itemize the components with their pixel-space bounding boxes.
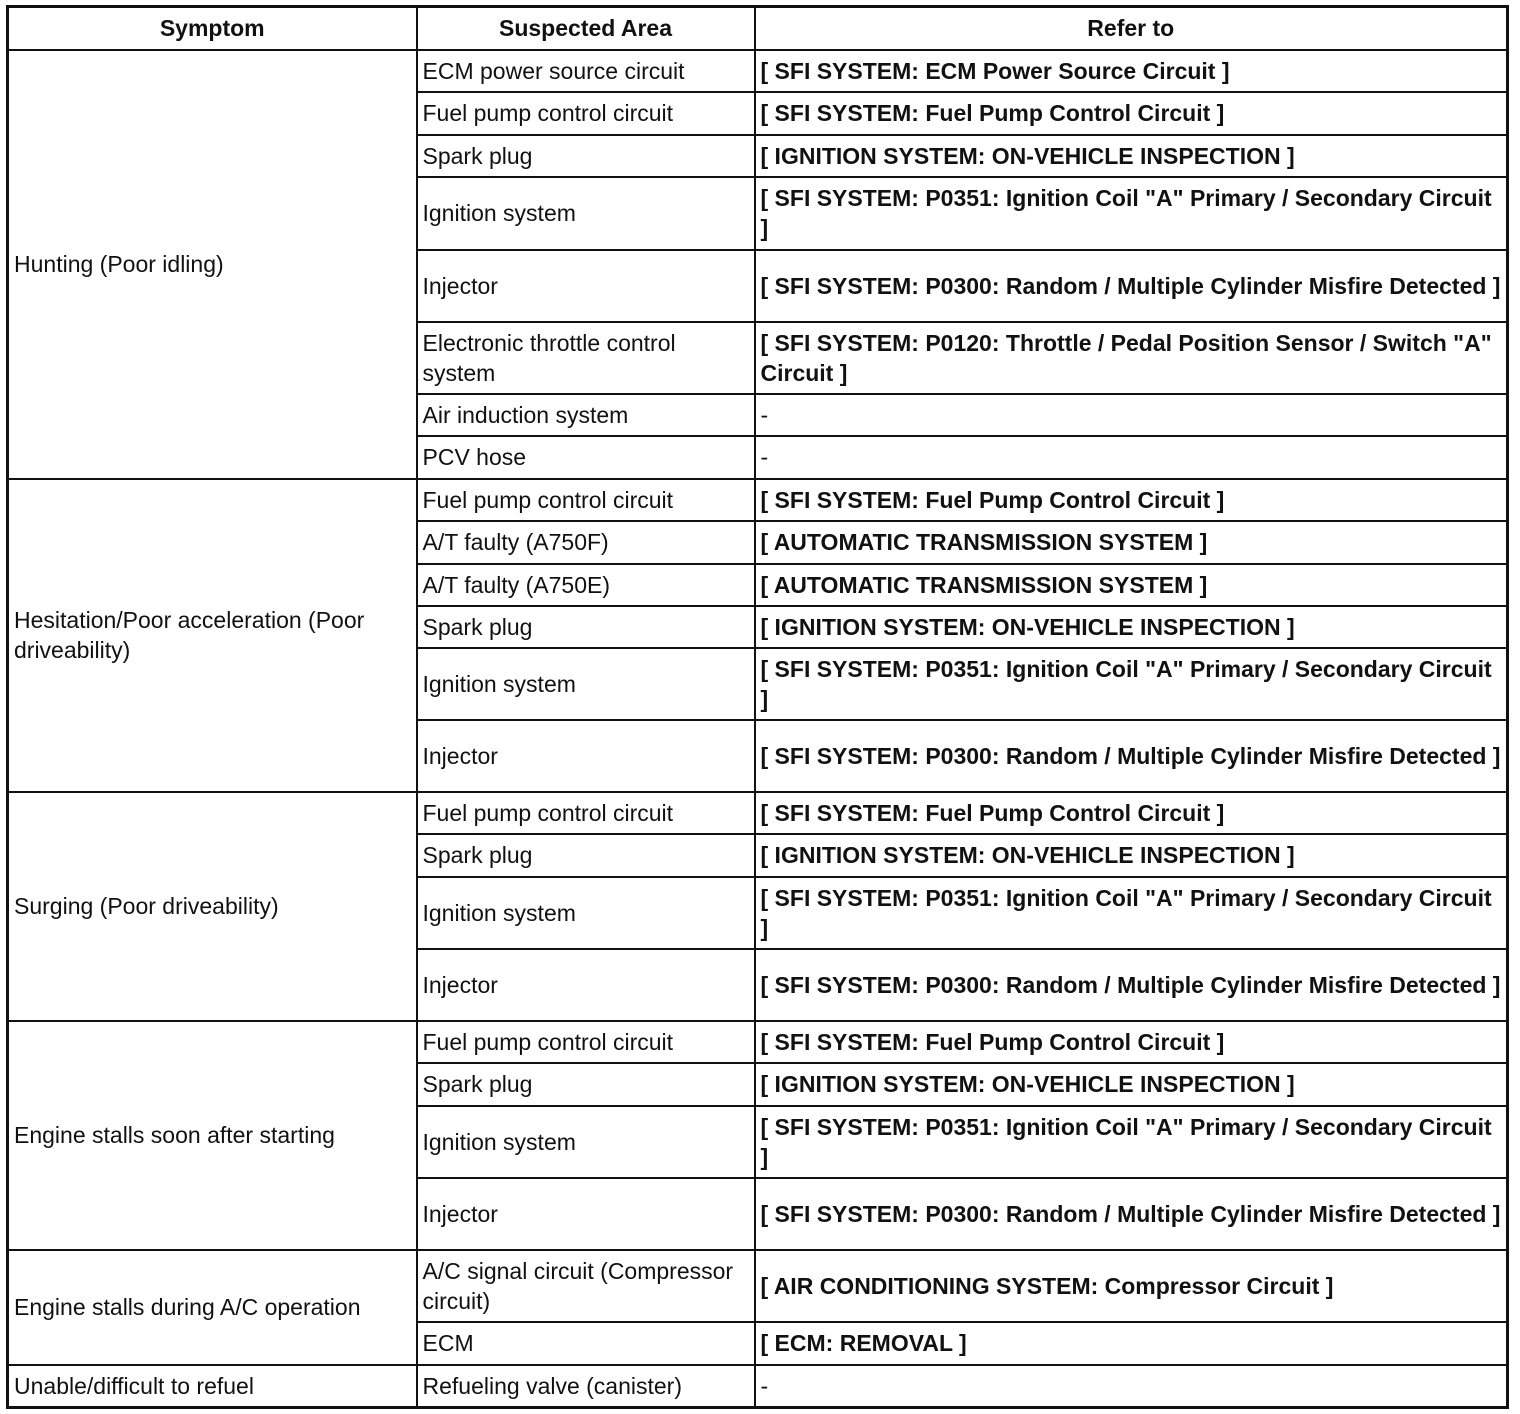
table-row <box>8 1250 1508 1322</box>
refer-to-cell: [ AIR CONDITIONING SYSTEM: Compressor Circuit ] <box>755 1250 1508 1322</box>
refer-to-cell: - <box>755 1365 1508 1408</box>
refer-to-cell: [ SFI SYSTEM: P0300: Random / Multiple Cylinder Misfire Detected ] <box>755 250 1508 322</box>
refer-to-cell: [ SFI SYSTEM: P0120: Throttle / Pedal Position Sensor / Switch "A" Circuit ] <box>755 322 1508 394</box>
suspected-area-cell: ECM power source circuit <box>417 50 755 92</box>
refer-to-cell: [ SFI SYSTEM: P0351: Ignition Coil "A" Primary / Secondary Circuit ] <box>755 177 1508 250</box>
suspected-area-cell: Ignition system <box>417 1106 755 1178</box>
refer-to-cell: [ ECM: REMOVAL ] <box>755 1322 1508 1365</box>
refer-to-cell: [ AUTOMATIC TRANSMISSION SYSTEM ] <box>755 564 1508 606</box>
refer-to-cell: - <box>755 394 1508 436</box>
suspected-area-cell: Injector <box>417 1178 755 1250</box>
suspected-area-cell: ECM <box>417 1322 755 1365</box>
table-row <box>8 792 1508 834</box>
refer-to-cell: [ SFI SYSTEM: P0300: Random / Multiple Cylinder Misfire Detected ] <box>755 1178 1508 1250</box>
suspected-area-cell: PCV hose <box>417 436 755 479</box>
suspected-area-cell: Fuel pump control circuit <box>417 792 755 834</box>
refer-to-cell: [ SFI SYSTEM: P0351: Ignition Coil "A" Primary / Secondary Circuit ] <box>755 648 1508 720</box>
suspected-area-cell: Injector <box>417 250 755 322</box>
refer-to-cell: [ SFI SYSTEM: Fuel Pump Control Circuit ] <box>755 92 1508 135</box>
table-row <box>8 50 1508 92</box>
suspected-area-cell: Injector <box>417 949 755 1021</box>
suspected-area-cell: Air induction system <box>417 394 755 436</box>
refer-to-cell: [ SFI SYSTEM: Fuel Pump Control Circuit ] <box>755 792 1508 834</box>
symptom-cell: Unable/difficult to refuel <box>8 1365 417 1408</box>
suspected-area-cell: Ignition system <box>417 877 755 949</box>
symptom-cell: Hesitation/Poor acceleration (Poor driveability) <box>8 479 417 792</box>
symptom-cell: Engine stalls soon after starting <box>8 1021 417 1250</box>
table-row <box>8 1365 1508 1408</box>
symptom-cell: Surging (Poor driveability) <box>8 792 417 1021</box>
suspected-area-cell: Fuel pump control circuit <box>417 92 755 135</box>
suspected-area-cell: Spark plug <box>417 834 755 877</box>
header-row <box>8 7 1508 50</box>
suspected-area-cell: Ignition system <box>417 177 755 250</box>
refer-to-cell: [ IGNITION SYSTEM: ON-VEHICLE INSPECTION ] <box>755 1063 1508 1106</box>
suspected-area-cell: Ignition system <box>417 648 755 720</box>
suspected-area-cell: Spark plug <box>417 135 755 177</box>
suspected-area-cell: A/T faulty (A750E) <box>417 564 755 606</box>
suspected-area-cell: Refueling valve (canister) <box>417 1365 755 1408</box>
suspected-area-cell: Spark plug <box>417 1063 755 1106</box>
refer-to-cell: - <box>755 436 1508 479</box>
refer-to-cell: [ SFI SYSTEM: Fuel Pump Control Circuit ] <box>755 1021 1508 1063</box>
refer-to-cell: [ SFI SYSTEM: P0300: Random / Multiple Cylinder Misfire Detected ] <box>755 720 1508 792</box>
refer-to-cell: [ SFI SYSTEM: P0351: Ignition Coil "A" Primary / Secondary Circuit ] <box>755 877 1508 949</box>
symptom-table <box>6 5 1509 1409</box>
suspected-area-cell: A/T faulty (A750F) <box>417 521 755 564</box>
symptom-cell: Engine stalls during A/C operation <box>8 1250 417 1365</box>
suspected-area-cell: A/C signal circuit (Compressor circuit) <box>417 1250 755 1322</box>
header-refer-to: Refer to <box>755 7 1508 50</box>
refer-to-cell: [ SFI SYSTEM: ECM Power Source Circuit ] <box>755 50 1508 92</box>
suspected-area-cell: Electronic throttle control system <box>417 322 755 394</box>
suspected-area-cell: Injector <box>417 720 755 792</box>
header-suspected-area: Suspected Area <box>417 7 755 50</box>
table-row <box>8 1021 1508 1063</box>
refer-to-cell: [ AUTOMATIC TRANSMISSION SYSTEM ] <box>755 521 1508 564</box>
suspected-area-cell: Spark plug <box>417 606 755 648</box>
refer-to-cell: [ SFI SYSTEM: Fuel Pump Control Circuit ] <box>755 479 1508 521</box>
refer-to-cell: [ IGNITION SYSTEM: ON-VEHICLE INSPECTION ] <box>755 135 1508 177</box>
symptom-cell: Hunting (Poor idling) <box>8 50 417 479</box>
header-symptom: Symptom <box>8 7 417 50</box>
suspected-area-cell: Fuel pump control circuit <box>417 1021 755 1063</box>
table-row <box>8 479 1508 521</box>
refer-to-cell: [ SFI SYSTEM: P0300: Random / Multiple Cylinder Misfire Detected ] <box>755 949 1508 1021</box>
refer-to-cell: [ SFI SYSTEM: P0351: Ignition Coil "A" Primary / Secondary Circuit ] <box>755 1106 1508 1178</box>
refer-to-cell: [ IGNITION SYSTEM: ON-VEHICLE INSPECTION ] <box>755 834 1508 877</box>
suspected-area-cell: Fuel pump control circuit <box>417 479 755 521</box>
refer-to-cell: [ IGNITION SYSTEM: ON-VEHICLE INSPECTION ] <box>755 606 1508 648</box>
